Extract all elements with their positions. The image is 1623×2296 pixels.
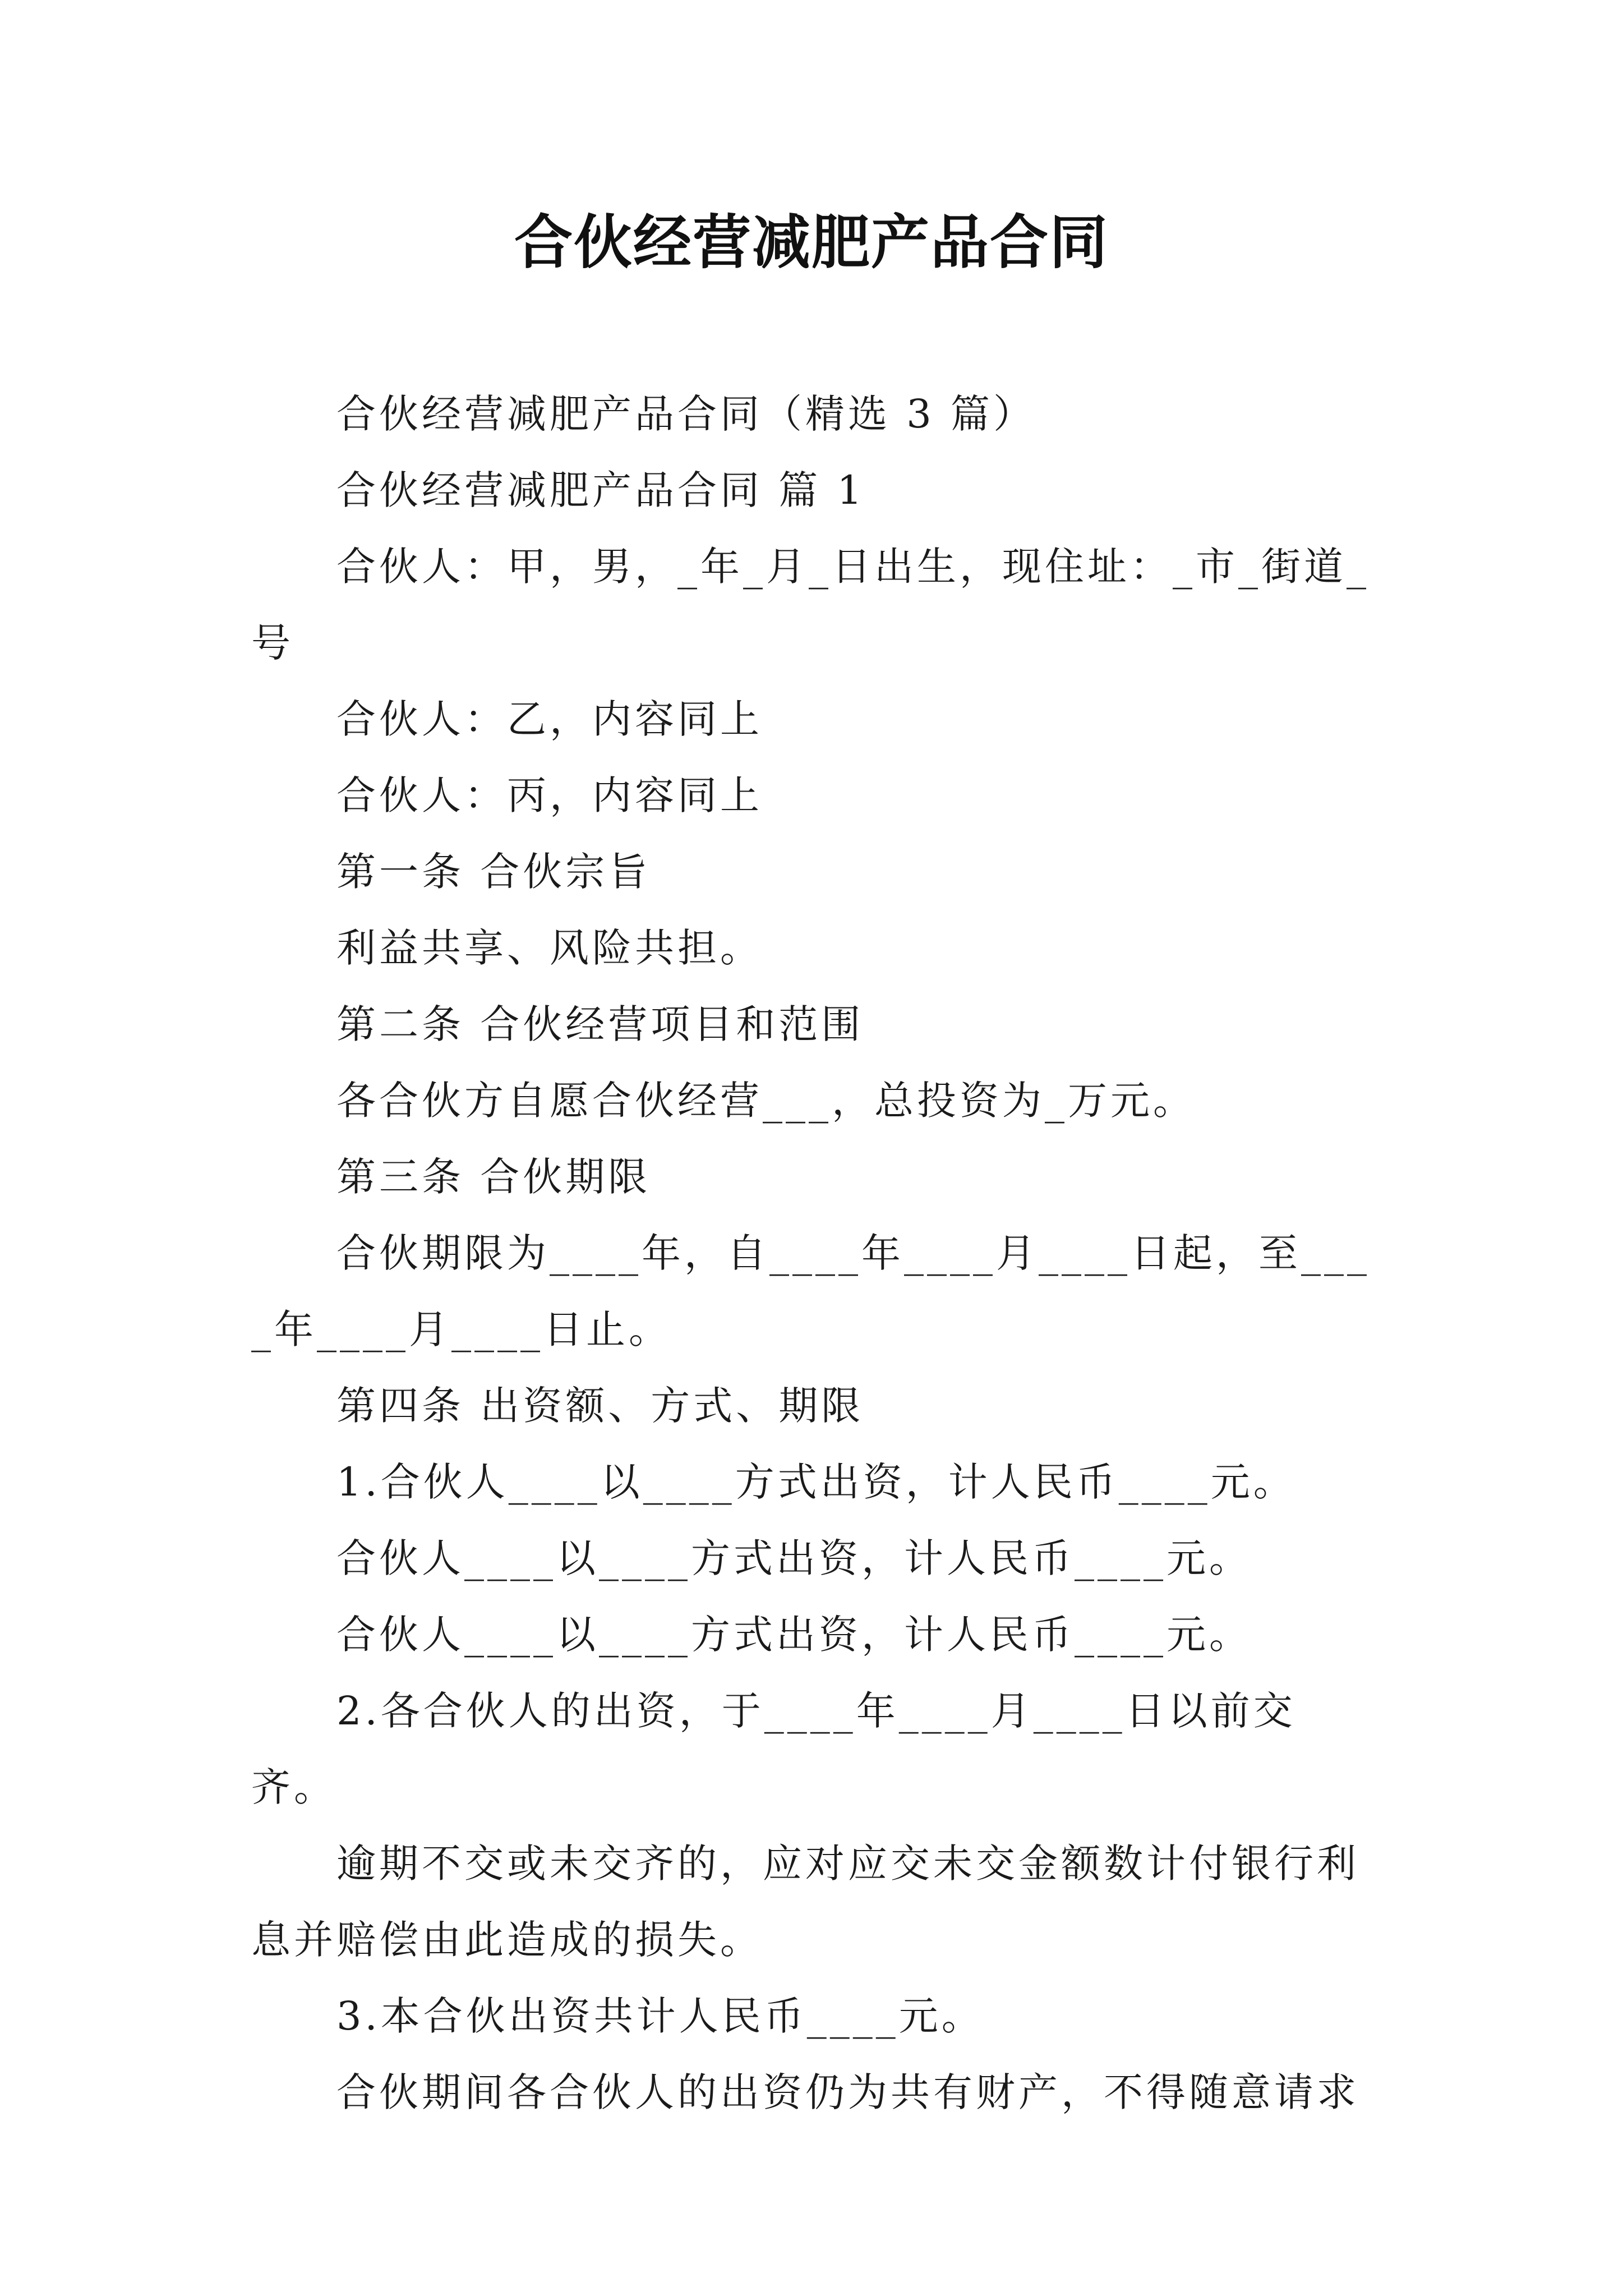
article-1-heading: 第一条 合伙宗旨 [336, 849, 651, 895]
article-4-item-1b: 合伙人____以____方式出资，计人民币____元。 [336, 1535, 1252, 1581]
article-2-heading: 第二条 合伙经营项目和范围 [336, 1001, 864, 1047]
article-4-heading: 第四条 出资额、方式、期限 [336, 1383, 864, 1429]
paragraph-subtitle: 合伙经营减肥产品合同（精选 3 篇） [336, 391, 1036, 437]
article-4-item-3: 3.本合伙出资共计人民币____元。 [336, 1993, 984, 2039]
article-4-item-2-penalty: 逾期不交或未交齐的，应对应交未交金额数计付银行利息并赔偿由此造成的损失。 [251, 1841, 1359, 1963]
paragraph-partner-c: 合伙人：丙，内容同上 [336, 772, 763, 818]
document-body [251, 376, 1373, 2131]
paragraph-partner-a: 合伙人：甲，男，_年_月_日出生，现住址：_市_街道_号 [251, 544, 1370, 666]
paragraph-partner-b: 合伙人：乙，内容同上 [336, 696, 763, 742]
document-title: 合伙经营减肥产品合同 [514, 208, 1109, 277]
article-3-text: 合伙期限为____年，自____年____月____日起，至____年____月____日止。 [251, 1230, 1370, 1352]
article-1-text: 利益共享、风险共担。 [336, 925, 763, 971]
article-4-item-1c: 合伙人____以____方式出资，计人民币____元。 [336, 1612, 1252, 1658]
article-3-heading: 第三条 合伙期限 [336, 1154, 651, 1200]
paragraph-section-heading: 合伙经营减肥产品合同 篇 1 [336, 467, 866, 513]
article-4-item-1: 1.合伙人____以____方式出资，计人民币____元。 [336, 1459, 1296, 1505]
article-2-text: 各合伙方自愿合伙经营___，总投资为_万元。 [336, 1078, 1196, 1124]
article-4-item-2: 2.各合伙人的出资，于____年____月____日以前交齐。 [251, 1688, 1296, 1810]
article-4-item-3-note: 合伙期间各合伙人的出资仍为共有财产，不得随意请求 [336, 2069, 1359, 2115]
